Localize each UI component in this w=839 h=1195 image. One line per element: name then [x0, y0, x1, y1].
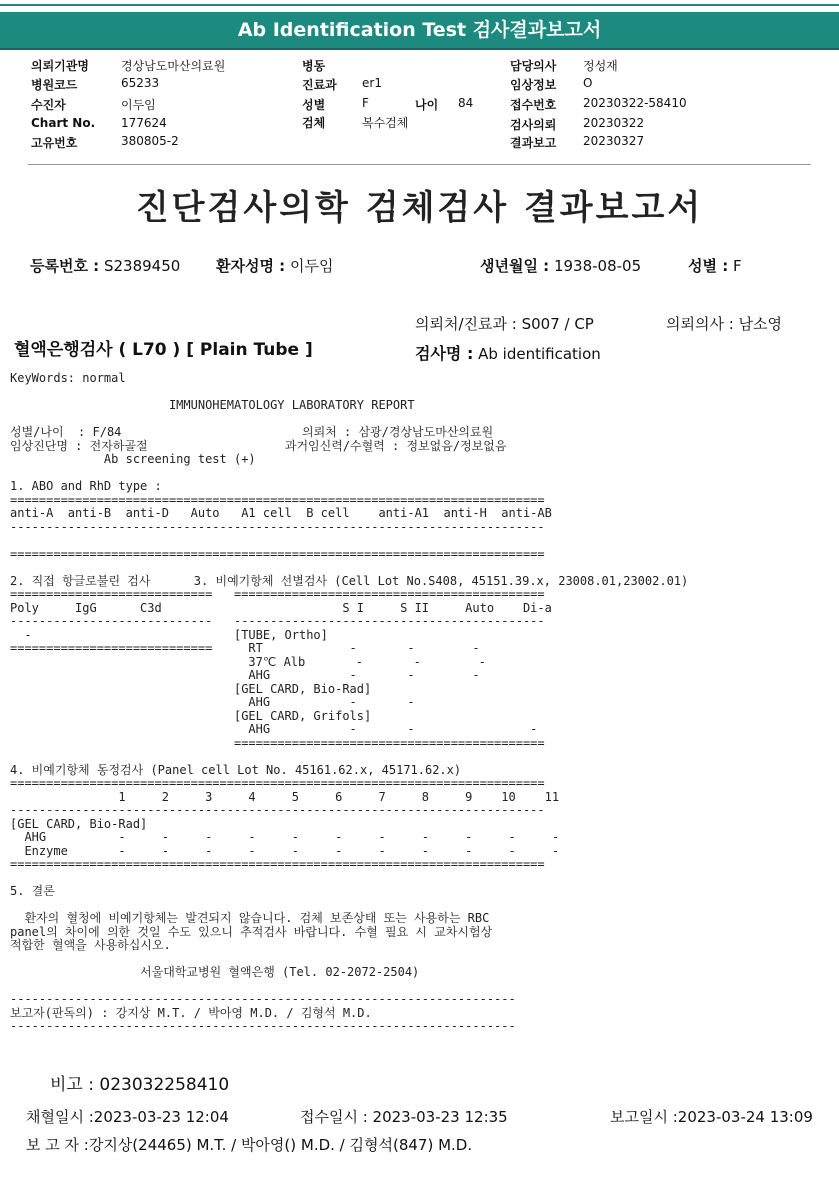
- value-test-request: 20230322: [583, 116, 645, 130]
- top-accent-line: [0, 4, 839, 6]
- header-divider: [28, 164, 811, 165]
- page-title: Ab Identification Test 검사결과보고서: [0, 12, 839, 50]
- label-test-request: 검사의뢰: [510, 118, 557, 132]
- receipt-time: 접수일시 : 2023-03-23 12:35: [300, 1108, 508, 1126]
- patient-name: 환자성명 : 이두임: [216, 257, 334, 275]
- value-sex: F: [362, 96, 369, 110]
- value-result-report: 20230327: [583, 134, 645, 148]
- value-receipt-no: 20230322-58410: [583, 96, 687, 110]
- value-chart-no: 177624: [121, 116, 167, 130]
- remark: 비고 : 023032258410: [50, 1075, 230, 1095]
- scanned-report: [0, 170, 839, 1195]
- referral-dept: 의뢰처/진료과 : S007 / CP: [415, 315, 594, 333]
- value-dept: er1: [362, 76, 382, 90]
- report-title: 진단검사의학 검체검사 결과보고서: [135, 188, 704, 228]
- reg-no: 등록번호 : S2389450: [30, 257, 181, 275]
- value-clinical-info: O: [583, 76, 593, 90]
- referral-doctor: 의뢰의사 : 남소영: [666, 315, 783, 333]
- label-receipt-no: 접수번호: [510, 98, 557, 112]
- value-age: 84: [458, 96, 474, 110]
- report-time: 보고일시 :2023-03-24 13:09: [610, 1108, 813, 1126]
- label-result-report: 결과보고: [510, 136, 557, 150]
- label-chart-no: Chart No.: [31, 116, 96, 130]
- collect-time: 채혈일시 :2023-03-23 12:04: [26, 1108, 229, 1126]
- label-age: 나이: [415, 98, 439, 112]
- value-patient: 이두임: [121, 98, 156, 112]
- test-name: 검사명 : Ab identification: [415, 344, 601, 363]
- sex: 성별 : F: [688, 257, 742, 275]
- label-patient: 수진자: [31, 98, 66, 112]
- birth-date: 생년월일 : 1938-08-05: [480, 257, 642, 275]
- label-ward: 병동: [302, 59, 326, 73]
- reporters: 보 고 자 :강지상(24465) M.T. / 박아영() M.D. / 김형석(847) M.D.: [26, 1136, 473, 1154]
- label-requesting-org: 의뢰기관명: [31, 59, 89, 73]
- report-text: KeyWords: normal IMMUNOHEMATOLOGY LABORATORY REPORT 성별/나이 : F/84 의뢰처 : 삼광/경상남도마산의료원 임상진단명 : 전자하골절 과거임신력/수혈력 : 정보없음/정보없음 Ab screening test (+) 1. ABO and RhD type : ========================================================================== anti-A anti-B anti-D Auto A1 cell B cell anti-A1 anti-H anti-AB -------------------------------------------------------------------------- ========================================================================== 2. 직접 항글로불린 검사 3. 비예기항체 선별검사 (Cell Lot No.S408, 45151.39.x, 23008.01,23002.01) ============================ =========================================== Poly IgG C3d S I S II Auto Di-a ---------------------------- ------------------------------------------- - [TUBE, Ortho] ============================ RT - - - 37℃ Alb - - - AHG - - - [GEL CARD, Bio-Rad] AHG - - [GEL CARD, Grifols] AHG - - - =========================================== 4. 비예기항체 동정검사 (Panel cell Lot No. 45161.62.x, 45171.62.x) ========================================================================== 1 2 3 4 5 6 7 8 9 10 11 -------------------------------------------------------------------------- [GEL CARD, Bio-Rad] AHG - - - - - - - - - - - Enzyme - - - - - - - - - - - ========================================================================== 5. 결론 환자의 혈청에 비예기항체는 발견되지 않습니다. 검체 보존상태 또는 사용하는 RBC panel의 차이에 의한 것일 수도 있으니 추적검사 바랍니다. 수혈 필요 시 교차시험상 적합한 혈액을 사용하십시오. 서울대학교병원 혈액은행 (Tel. 02-2072-2504) ---------------------------------------------------------------------- 보고자(판독의) : 강지상 M.T. / 박아영 M.D. / 김형석 M.D. ----------------------------------------------------------------------: [10, 371, 689, 1033]
- label-hospital-code: 병원코드: [31, 78, 78, 92]
- test-section-title: 혈액은행검사 ( L70 ) [ Plain Tube ]: [14, 340, 313, 360]
- label-specimen: 검체: [302, 116, 326, 130]
- label-clinical-info: 임상정보: [510, 78, 557, 92]
- value-requesting-org: 경상남도마산의료원: [121, 59, 226, 73]
- value-unique-no: 380805-2: [121, 134, 179, 148]
- label-physician: 담당의사: [510, 59, 557, 73]
- label-dept: 진료과: [302, 78, 337, 92]
- value-hospital-code: 65233: [121, 76, 160, 90]
- label-sex: 성별: [302, 98, 326, 112]
- label-unique-no: 고유번호: [31, 136, 78, 150]
- value-physician: 정성재: [583, 59, 618, 73]
- value-specimen: 복수검체: [362, 116, 409, 130]
